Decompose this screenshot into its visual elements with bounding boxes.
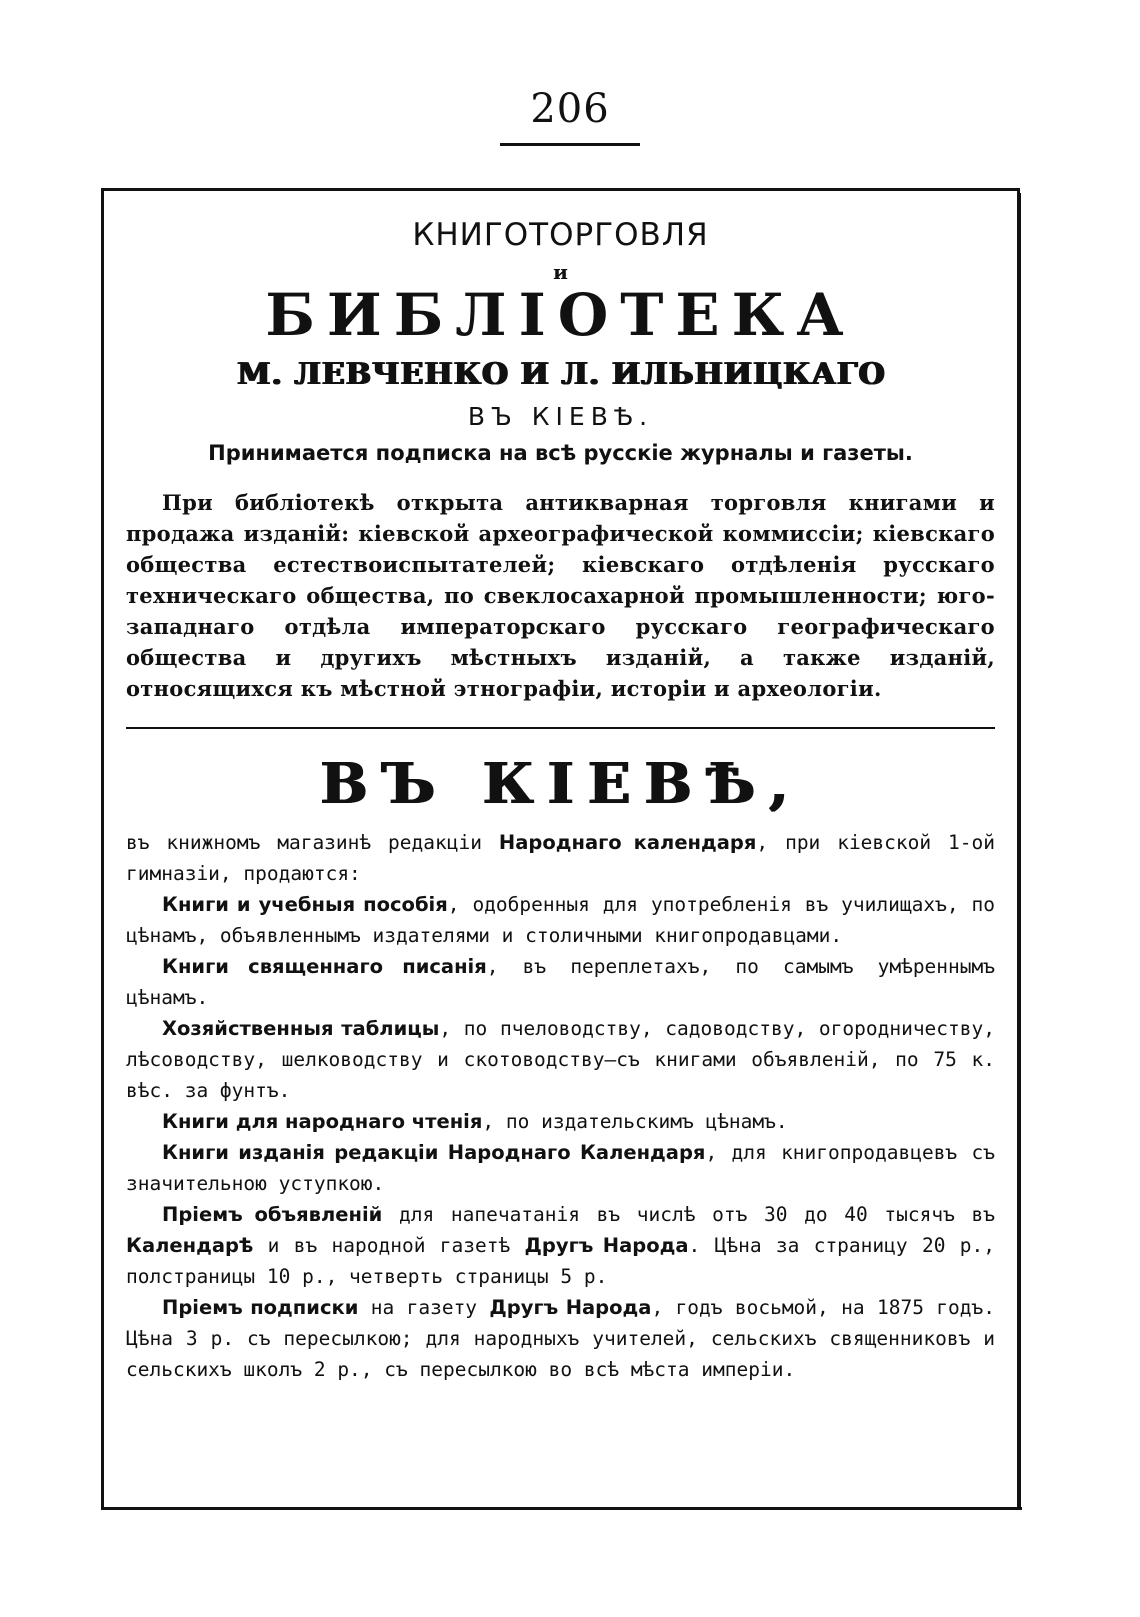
subscription-terms: Пріемъ подписки на газету Другъ Народа, годъ восьмой, на 1875 годъ. Цѣна 3 р. съ пересылкою; для народныхъ учителей, сельскихъ священниковъ и сельскихъ школъ 2 р., съ пересылкою во всѣ мѣста имперіи. [126,1296,995,1381]
header-owners: М. ЛЕВЧЕНКО И Л. ИЛЬНИЦКАГО [236,357,885,392]
advertising-terms: Пріемъ объявленій для напечатанія въ числѣ отъ 30 до 40 тысячъ въ Календарѣ и въ народной газетѣ Другъ Народа. Цѣна за страницу 20 р., полстраницы 10 р., четверть страницы 5 р. [126,1203,995,1288]
advertisement-frame [101,188,1020,1510]
list-item: Книги и учебныя пособія, одобренныя для употребленія въ училищахъ, по цѣнамъ, объявленнымъ издателями и столичными книгопродавцами. [126,893,995,947]
page-number: 206 [530,86,610,132]
header-conjunction: и [553,260,568,284]
header-library: БИБЛІОТЕКА [265,281,856,349]
library-description: При библіотекѣ открыта антикварная торговля книгами и продажа изданій: кіевской археографической коммиссіи; кіевскаго общества естествоиспытателей; кіевскаго отдѣленія русскаго техническаго общества, по свеклосахарной промышленности; юго-западнаго отдѣла императорскаго русскаго географическаго общества и другихъ мѣстныхъ изданій, а также изданій, относящихся къ мѣстной этнографіи, исторіи и археологіи. [126,490,995,701]
list-item: Книги для народнаго чтенія, по издательскимъ цѣнамъ. [162,1110,788,1133]
header-location: ВЪ КІЕВѢ. [467,402,654,431]
frame-shadow-bottom [106,1507,1022,1510]
header-bookselling: КНИГОТОРГОВЛЯ [412,217,709,253]
kiev-heading: ВЪ КІЕВѢ, [319,751,802,817]
list-item: Книги священнаго писанія, въ переплетахъ, по самымъ умѣреннымъ цѣнамъ. [126,955,995,1009]
subscription-notice: Принимается подписка на всѣ русскіе журналы и газеты. [208,441,913,465]
bookshop-intro: въ книжномъ магазинѣ редакціи Народнаго календаря, при кіевской 1-ой гимназіи, продаются: [126,831,995,885]
section-divider [126,727,995,729]
page-number-rule [500,143,640,146]
bookshop-listing [126,827,995,1385]
list-item: Книги изданія редакціи Народнаго Календаря, для книгопродавцевъ съ значительною уступкою. [126,1141,995,1195]
list-item: Хозяйственныя таблицы, по пчеловодству, садоводству, огородничеству, лѣсоводству, шелководству и скотоводству—съ книгами объявленій, по 75 к. вѣс. за фунтъ. [126,1017,995,1102]
frame-shadow-right [1019,193,1021,1510]
